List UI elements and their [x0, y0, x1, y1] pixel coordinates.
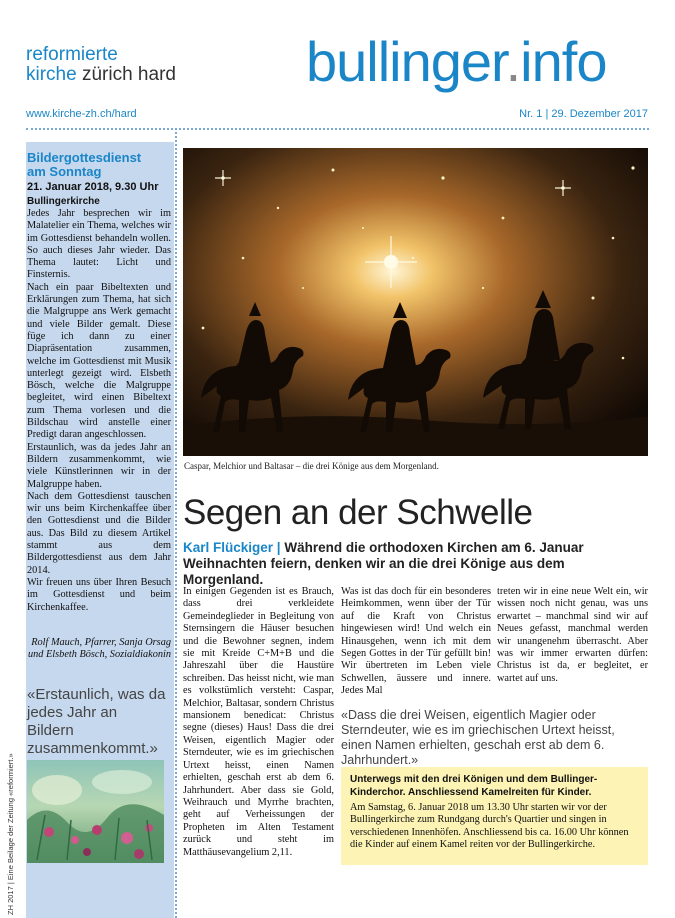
article-lead — [183, 540, 645, 588]
sidebar-paragraph: Nach ein paar Bibeltexten und Erklärungen zum Thema, hat sich die Malgruppe ans Werk gemacht und viele Bilder gemalt. Diese füge ich dann zu einer Diapräsentation zusammen, welche im Gottesdienst mit Musik unterlegt gezeigt wird. Elsbeth Bösch, welche die Malgruppe begleitet, wird einen Bibeltext zum Thema vorlesen und die Bildschau wird anstelle einer Predigt daran angeschlossen. — [27, 281, 171, 441]
sidebar-divider — [175, 132, 177, 918]
event-place: Bullingerkirche — [27, 196, 100, 207]
sidebar-paragraph: Erstaunlich, was da jedes Jahr an Bildern zusammenkommt, wie viele Künstlerinnen wir in der Malgruppe haben. — [27, 441, 171, 490]
sidebar-paragraph: Jedes Jahr besprechen wir im Malatelier ein Thema, welches wir im Gottesdienst behandeln wollen. So auch dieses Jahr wieder. Das Thema lautet: Licht und Finsternis. — [27, 208, 171, 281]
church-name-line2 — [26, 65, 176, 85]
author-name: Karl Flückiger | — [183, 540, 281, 555]
vertical-publication-note: ZH 2017 | Eine Beilage der Zeitung «reformiert.» — [6, 753, 15, 915]
article-headline: Segen an der Schwelle — [183, 493, 533, 532]
event-date: 21. Januar 2018, 9.30 Uhr — [27, 181, 159, 193]
sidebar-credit: Rolf Mauch, Pfarrer, Sanja Orsag und Elsbeth Bösch, Sozialdiakonin — [28, 637, 171, 660]
brand-main: bullinger — [306, 30, 506, 93]
painting-graphic — [27, 760, 164, 863]
masthead-logo — [306, 32, 606, 92]
article-column-1: In einigen Gegenden ist es Brauch, dass drei verkleidete Gemeindeglieder in Begleitung von Sternsingern die Häuser besuchen und die Bewohner segnen, indem sie mit Kreide C+M+B und die Jahreszahl über die Haustüre schreiben. Das heisst nicht, wie man es volkstümlich versteht: Caspar, Melchior, Baltasar, sondern Christus mansionem benedicat: Christus segne (dieses) Haus! Dass die drei Weisen, eigentlich Magier oder Sterndeuter, wie es im griechischen Urtext heisst, einen Namen erhielten, geschah erst ab dem 6. Jahrhundert. Aber dass sie Gold, Weihrauch und Myrrhe brachten, geht auf Verheissungen der Propheten im Alten Testament zurück und steht im Matthäusevangelium 2,11. — [183, 586, 334, 858]
sidebar-paragraph: Nach dem Gottesdienst tauschen wir uns beim Kirchenkaffee über den Gottesdienst und die Bilder aus. Das Bild zu diesem Artikel stammt aus dem Bildergottesdienst aus dem Jahr 2014. — [27, 490, 171, 576]
website-url[interactable]: www.kirche-zh.ch/hard — [26, 108, 137, 120]
header-divider — [26, 128, 649, 130]
event-box-body: Am Samstag, 6. Januar 2018 um 13.30 Uhr starten wir vor der Bullingerkirche zum Rundgang durch's Quartier und singen in verschiedenen Innenhöfen. Anschliessend bis ca. 16.00 Uhr können die Kinder auf einem Kamel reiten vor der Bullingerkirche. — [350, 802, 629, 850]
sidebar-title — [27, 151, 172, 179]
brand-dot: . — [505, 30, 521, 93]
lead-text: Während die orthodoxen Kirchen am 6. Januar Weihnachten feiern, denken wir an die drei Könige aus dem Morgenland. — [183, 540, 584, 587]
sidebar-title-line1: Bildergottesdienst — [27, 150, 142, 165]
photo-caption: Caspar, Melchior und Baltasar – die drei Könige aus dem Morgenland. — [184, 461, 439, 471]
church-name-line1: reformierte — [26, 44, 118, 65]
sidebar-paragraph: Wir freuen uns über Ihren Besuch im Gottesdienst und beim Kirchenkaffee. — [27, 576, 171, 613]
issue-info: Nr. 1 | 29. Dezember 2017 — [519, 108, 648, 120]
event-box-title: Unterwegs mit den drei Königen und dem Bullinger-Kinderchor. Anschliessend Kamelreiten für Kinder. — [350, 774, 598, 798]
painting-image — [27, 760, 164, 863]
church-name-kirche: kirche — [26, 64, 77, 85]
pull-quote: «Dass die drei Weisen, eigentlich Magier oder Sterndeuter, wie es im griechischen Urtext heisst, einen Namen erhielten, geschah erst ab dem 6. Jahrhundert.» — [341, 708, 615, 767]
article-column-2: Was ist das doch für ein besonderes Heimkommen, wenn über der Tür auf die Kraft von Christus hingewiesen wird! Und welch ein Hinausgehen, wenn ich mit dem Segen Gottes in der Tür gefüllt bin! Wir übertreten im Leben viele Schwellen, äussere und innere. Jedes Mal — [341, 586, 491, 697]
event-info-box — [341, 767, 648, 865]
three-kings-graphic — [183, 148, 648, 456]
sidebar-title-line2: am Sonntag — [27, 164, 102, 179]
church-name-location: zürich hard — [81, 64, 176, 85]
sidebar-article — [27, 208, 171, 614]
sidebar-quote: «Erstaunlich, was da jedes Jahr an Bildern zusammenkommt.» — [27, 686, 166, 757]
brand-tail: info — [520, 30, 607, 93]
three-kings-photo — [183, 148, 648, 456]
article-column-3: treten wir in eine neue Welt ein, wir wissen noch nicht genau, was uns erwartet – manchmal sind wir auf Neues gefasst, manchmal werden wir unangenehm überrascht. Aber was wir immer erwarten dürfen: Christus ist da, er begleitet, er wartet auf uns. — [497, 586, 648, 684]
